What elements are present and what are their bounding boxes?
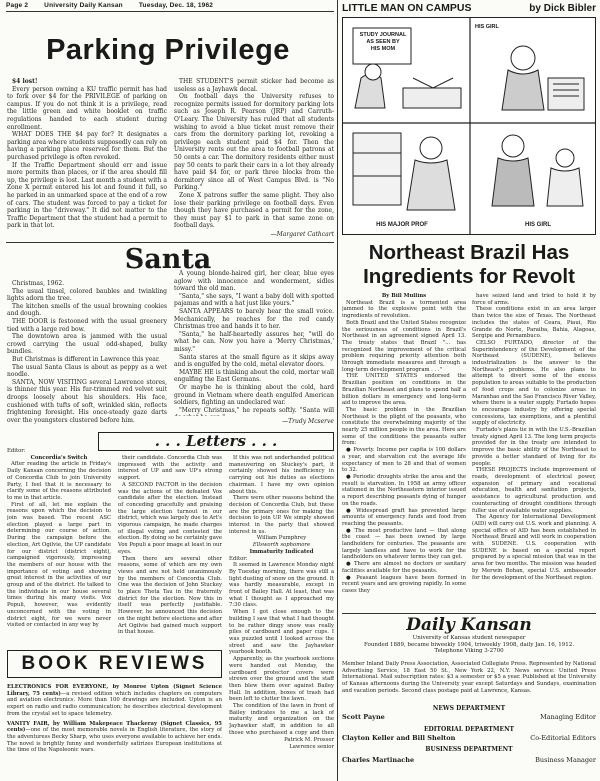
letters-p3: their candidate. Concordia Club was impressed with the activity and interest of UP and saw UP's strong support. — [118, 455, 222, 482]
brazil-p9: ● There are almost no doctors or sanitary facilities available for the peasants. — [342, 561, 466, 574]
book-2-title: VANITY FAIR, by William Makepeace Thackeray (Signet Classics, 95 cents) — [7, 720, 222, 734]
santa-headline: Santa — [124, 244, 212, 275]
letters-sig1-title: Ellsworth sophomore — [252, 542, 311, 549]
staff-3-name: Charles Martinache — [342, 756, 415, 764]
letters-sig2 — [229, 737, 334, 750]
letters-headline: . . . Letters . . . — [98, 432, 334, 451]
santa-p3: The kitchen smells of the usual browning cookies and dough. — [7, 302, 167, 318]
cartoon-caption-right: HIS GIRL — [524, 222, 551, 228]
header-rule — [6, 11, 334, 12]
editorial-department: EDITORIAL DEPARTMENT — [423, 726, 515, 733]
brazil-p6: ● Periodic droughts strike the area and the result is starvation. In 1958 an army officer stationed in the Northeastern interior issued a report describing peasants dying of hunger on the roads. — [342, 473, 466, 507]
letters-subhead-2: Immaturity Indicated — [249, 548, 314, 555]
letters-editor-1: Editor: — [7, 448, 26, 454]
letters-p2: First of all, let me explain the reasons upon which the decision to join was based. The recent ASC election played a large part in determining our course of action. During the campaign before the election, Art Ogilvie, the UP candidate for our district (district eight), campaigned vigorously, impressing the members of our house with the importance of voting and showing great interest in the activities of our group and of the district. He talked to the individuals in our house several times during his many visits. Vox Populi, however, was evidently unconcerned with the voting in district eight, for we were never visited or contacted in any way by — [7, 501, 111, 629]
cartoon-sign-line1: STUDY JOURNAL — [359, 32, 407, 38]
santa-col2 — [174, 270, 334, 416]
cartoon-byline: by Dick Bibler — [529, 3, 596, 14]
issue-date: Tuesday, Dec. 18, 1962 — [138, 2, 214, 9]
santa-p7: The usual Santa Claus is about as peppy as a wet noodle. — [7, 363, 167, 379]
cartoon-panel — [342, 17, 596, 235]
cartoon-caption-left: HIS MAJOR PROF — [376, 222, 428, 228]
brazil-col2 — [472, 293, 596, 611]
parking-col1 — [7, 78, 167, 242]
letters-p4: A SECOND FACTOR in the decision was the actions of the defeated Vox candidate after the election. Instead of conceding gracefully and praising the large election turnout in our district, which was largely due to Art's vigorous campaign, he made charges of illegal voting and contested the election. By doing so he certainly gave Vox Populi a poor image at least in our eyes. — [118, 481, 222, 555]
santa-p13: Santa stares at the small figure as it skips away and is engulfed by the cold, metal elevator doors. — [174, 353, 334, 369]
business-department: BUSINESS DEPARTMENT — [425, 746, 513, 753]
books-headline — [7, 650, 222, 678]
staff-1-role: Managing Editor — [540, 713, 596, 721]
brazil-p8: ● The most productive land — that along the coast — has been owned by large landholders for centuries. The peasants are largely landless and have to work for the landholders on whatever terms they can get. — [342, 527, 466, 561]
book-1-text: —a revised edition which includes chapters on computers and aviation electronics. More than 100 drawings are included. Upton is an expert on radio and radio communication; he describes electrical development from the crystal set to space telemetry. — [7, 690, 222, 717]
paper-name: University Daily Kansan — [44, 2, 123, 9]
letters-sig2-title: Lawrence senior — [289, 743, 334, 750]
brazil-p12: These conditions exist in an area larger than twice the size of Texas. The Northeast includes the states of Ceara, Piaui, Rio Grande do Norte, Paraiba, Bahia, Alagoas, Sergipe and Pernambuco. — [472, 306, 596, 340]
brazil-byline: By Bill Mullins — [381, 293, 427, 299]
parking-p2: Every person owning a KU traffic permit has had to fork over $4 for the PRIVILEGE of parking on campus. If you do not think it is a privilege, read the little green and white booklet on traffic regulations handed to each student during enrollment. — [7, 85, 167, 131]
book-review-1 — [7, 684, 222, 718]
parking-signature: —Margaret Cathcart — [270, 231, 334, 238]
staff-row-2 — [342, 734, 596, 743]
parking-p1: $4 lost! — [12, 78, 38, 85]
santa-p11: SANTA APPEARS to barely hear the small voice. Mechanically, he reaches for the red candy Christmas tree and hands it to her. — [174, 307, 334, 331]
masthead-founded: Founded 1889, became biweekly 1904, triweekly 1908, daily Jan. 16, 1912. — [364, 641, 574, 648]
parking-p4: If the Traffic Department should err and issue more permits than places, or if the area should fill up, the privilege is lost. Last month a student with a Zone X permit entered his lot and found it full, so he parked in an unmarked space at the end of a row of cars. The student was forced to pay a ticket for parking in the "driveway." It did not matter to the Traffic Department that the student had a permit to park in that lot. — [7, 161, 167, 230]
santa-p15: Or maybe he is thinking about the cold, hard ground in Vietnam where death engulfed American soldiers, fighting an undeclared war. — [174, 383, 334, 407]
letters-editor-2: Editor: — [229, 555, 248, 562]
brazil-p14: Furtado's plans tie in with the U.S.-Brazilian treaty signed April 13. The long term projects provided for in the treaty are intended to improve the basic ability of the Northeast to provide a better standard of living for its people. — [472, 427, 596, 467]
letters-p11: The condition of the lawn in front of Bailey indicates to me a lack of maturity and organization on the Jayhawker staff, in addition to all those who purchased a copy and then — [229, 703, 334, 735]
letters-col3 — [229, 455, 334, 735]
staff-row-3 — [342, 756, 596, 765]
book-review-2 — [7, 721, 222, 755]
letters-col2 — [118, 455, 222, 645]
santa-p8: SANTA, NOW VISITING several Lawrence stores, is thinner this year. His fur-trimmed red velvet suit droops loosely about his shoulders. His face, cushioned with tufts of soft, wrinkled skin, reflects frightening foresight. His once-steady gaze darts over the youngsters clustered before him. — [7, 378, 167, 424]
santa-p10: "Santa," she says, "I want a baby doll with spotted pajamas and with a hat just like yours." — [174, 292, 334, 308]
brazil-p15: THESE PROJECTS include improvement of roads, development of electrical power, expansion of primary and vocational education, health and sanitation projects, assistance to agricultural production and counteracting of drought conditions through fuller use of available water supplies. — [472, 467, 596, 514]
santa-p9: A young blonde-haired girl, her clear, blue eyes aglow with innocence and wonderment, sidles toward the old man. — [174, 270, 334, 293]
letters-p5: Then there are several other reasons, some of which are my own views and are not held unanimously by the members of Concordia Club. One was the decision of John Stuckey to place Theta Tau in the fraternity district for the election. Now this in itself was perfectly justifiable. However, he announced this decision on the night before elections and after Art Ogilvie had gained much support in that house. — [118, 555, 222, 636]
cartoon-label-girl: HIS GIRL — [475, 24, 499, 30]
masthead — [342, 616, 596, 655]
santa-p1: Christmas, 1962. — [12, 280, 65, 287]
staff-1-name: Scott Payne — [342, 713, 385, 721]
books-title: BOOK REVIEWS — [21, 653, 208, 674]
books-list — [7, 684, 222, 779]
brazil-headline: Northeast Brazil Has Ingredients for Revolt — [363, 241, 575, 288]
brazil-p3: THE UNITED STATES endorsed the Brazilian position on conditions in the Brazilian Northeast and plans to spend half a billion dollars in emergency and long-term aid to improve the area. — [342, 373, 466, 407]
brazil-p11: have seized land and tried to hold it by force of arms. — [472, 293, 596, 306]
letters-sig2-name: Patrick M. Prosser — [284, 737, 334, 743]
section-rule-1 — [6, 242, 334, 243]
parking-p6: On football days the University refuses to recognize permits issued for dormitory parking lots such as Joseph R. Pearson (JRP) and Carruth-O'Leary. The University has ruled that all students wishing to avoid a blue ticket must remove their cars from the dormitory parking lot, revoking a privilege each student paid $4 for. Then the University rents out the area to football patrons at 50 cents a car. The dormitory residents either must pay 50 cents to park their cars in a lot they already have paid $4 for, or park three blocks from the dormitory since all of West Campus Blvd. is "No Parking." — [174, 93, 334, 192]
letters-p1: After reading the article in Friday's Daily Kansan concerning the decision of Concordia Club to join University Party, I feel that it is necessary to clarify some of the reasons attributed to me in that article. — [7, 461, 111, 501]
brazil-p1: Northeast Brazil is a tormented area jammed to the explosive point with the ingredients of revolution. — [342, 299, 466, 320]
brazil-p5: ● Poverty. Income per capita is 100 dollars a year, and starvation cut the average life expectancy of men to 28 and that of women to 32. — [342, 447, 466, 474]
letters-p9: When I got close enough to the building I saw that what I had thought to be rather dingy snow was really piles of cardboard and paper cups. I was puzzled until I looked across the street and saw the Jayhawker yearbook booth. — [229, 609, 334, 656]
cartoon-title: LITTLE MAN ON CAMPUS — [342, 2, 472, 14]
staff-row-1 — [342, 713, 596, 722]
brazil-p2: Both Brazil and the United States recognize the seriousness of conditions in Brazil's Northeast in an agreement signed April 13. The treaty states that Brazil "... has recognized the improvement of the critical problem requiring priority attention both through immediate measures and through a long-term development program . . ." — [342, 319, 466, 373]
santa-p12: "Santa," he half-heartedly assures her, "will do what he can. Now you have a 'Merry Christmas,' missy." — [174, 330, 334, 353]
page-header — [6, 2, 306, 9]
santa-p14: MAYBE HE is thinking about the cold, mortar wall engulfing the East Germans. — [174, 368, 334, 384]
letters-col1 — [7, 448, 111, 648]
letters-p8: It seemed in Lawrence Monday night By Tuesday morning, there was still a light dusting of snow on the ground. It was hardly measurable, except in front of Bailey Hall. At least, that was what I thought as I approached my 7:30 class. — [229, 562, 334, 609]
santa-p4: THE DOOR is festooned with the usual greenery tied with a large red bow. — [7, 317, 167, 333]
page-number: Page 2 — [6, 2, 29, 9]
parking-col2 — [174, 78, 334, 230]
brazil-p13: CELSO FURTADO, director of the Superintendency of the Development of the Northeast (SUDENE), believes industrialization is the answer to the Northeast's problems. He also plans to attempt to divert some of the excess population to areas suitable to the production of food crops and to colonize areas in Maranhao and the Sao Francisco River Valley, where there is a water supply. Furtado hopes to encourage industry by offering special concessions, tax exemptions, and a plentiful supply of electricity. — [472, 339, 596, 427]
parking-p7: Zone X patrons suffer the same plight. They also lose their parking privilege on football days. Even though they have purchased a permit for the zone, they must pay $1 to park in that same zone on football days. — [174, 191, 334, 230]
parking-p5: THE STUDENT'S permit sticker had become as useless as a Jayhawk decal. — [174, 78, 334, 93]
cartoon-sign-line3: HIS MOM — [370, 46, 396, 52]
santa-p6: But Christmas is different in Lawrence this year. — [12, 355, 160, 363]
brazil-p16: The Agency for International Development (AID) will carry out U.S. work and planning. A special office of AID has been established in Northeast Brazil and will work in cooperation with SUDENE. U.S. cooperation with SUDENE is based on a special report prepared by a special mission that was in the area for two months. The mission was headed by Merwin Bohan, special U.S. ambassador for the development of the Northeast region. — [472, 514, 596, 581]
staff-2-name: Clayton Keller and Bill Shelton — [342, 734, 456, 742]
book-1-title: ELECTRONICS FOR EVERYONE, by Monroe Upton (Signet Science Library, 75 cents) — [7, 684, 222, 697]
masthead-sub: University of Kansas student newspaper — [412, 635, 526, 641]
cartoon-sign-line2: AS SEEN BY — [366, 39, 400, 45]
cartoon-sign — [357, 32, 409, 53]
santa-col1 — [7, 280, 167, 428]
parking-p3: WHAT DOES THE $4 pay for? It designates a parking area where students supposedly can rely on having a parking place reserved for them. But the purchased privilege is often revoked. — [7, 131, 167, 161]
masthead-title: Daily Kansan — [406, 615, 532, 635]
brazil-p7: ● Widespread graft has prevented large amounts of emergency funds and food from reaching the peasants. — [342, 507, 466, 527]
masthead-phone: Telephone Viking 3-2700 — [434, 648, 504, 654]
staff-2-role: Co-Editorial Editors — [530, 734, 596, 742]
brazil-col1 — [342, 293, 466, 611]
santa-signature: —Trudy Mcserve — [282, 418, 334, 425]
masthead-rule — [342, 613, 596, 614]
book-2-text: —one of the most memorable novels in English literature, the story of the adventuress Becky Sharp, who uses everyone available to achieve her ends. The novel is brightly funny and wonderfully satirizes European institutions at the time of the Napoleonic wars. — [7, 727, 222, 754]
masthead-body: Member Inland Daily Press Association, Associated Collegiate Press. Represented by National Advertising Service, 18 East 50 St., New York 22, N.Y. News service: United Press International. Mail subscription rates: $3 a semester or $5 a year. Published at the University of Kansas afternoons during the University year except Saturdays and Sundays, examination and vacation periods. Second class postage paid at Lawrence, Kansas. — [342, 661, 596, 694]
letters-subhead-1: Concordia's Switch — [30, 454, 88, 461]
parking-headline: Parking Privilege — [46, 34, 290, 66]
cartoon-header — [342, 2, 596, 14]
letters-p6: If this was not underhanded political maneuvering on Stuckey's part, it certainly showed his inefficiency in carrying out his duties as elections chairman. I have my own opinion about this. — [229, 455, 334, 495]
letters-p10: Apparently, as the yearbook sections were handed out Monday, the cardboard protector covers were strewn over the ground and the staff then blew them over against Bailey Hall. In addition, boxes of trash had been left to clutter the lawn. — [229, 656, 334, 703]
brazil-p10: ● Peasant leagues have been formed in recent years and are growing rapidly. In some cases they — [342, 574, 466, 594]
news-department: NEWS DEPARTMENT — [432, 705, 506, 712]
staff-3-role: Business Manager — [535, 756, 596, 764]
letters-sig1-name: William Pumphrey — [256, 535, 307, 542]
santa-p2: The usual tinsel, colored baubles and twinkling lights adorn the tree. — [7, 287, 167, 303]
santa-p16: "Merry Christmas," he repeats softly. "Santa will — [179, 406, 334, 414]
letters-p7: There were other reasons behind the decision of Concordia Club, but these are the primary ones for making the decision to join UP. We simply showed interest in the party that showed interest in us. — [229, 495, 334, 535]
brazil-p4: The basic problem in the Brazilian Northeast is the plight of the peasants, who constitute the overwhelming majority of the nearly 25 million people in the area. Here are some of the conditions the peasants suffer from: — [342, 406, 466, 447]
column-divider — [337, 0, 338, 781]
santa-p5: The downtown area is jammed with the usual crowd carrying the usual odd-shaped, bulky bundles. — [7, 333, 167, 356]
